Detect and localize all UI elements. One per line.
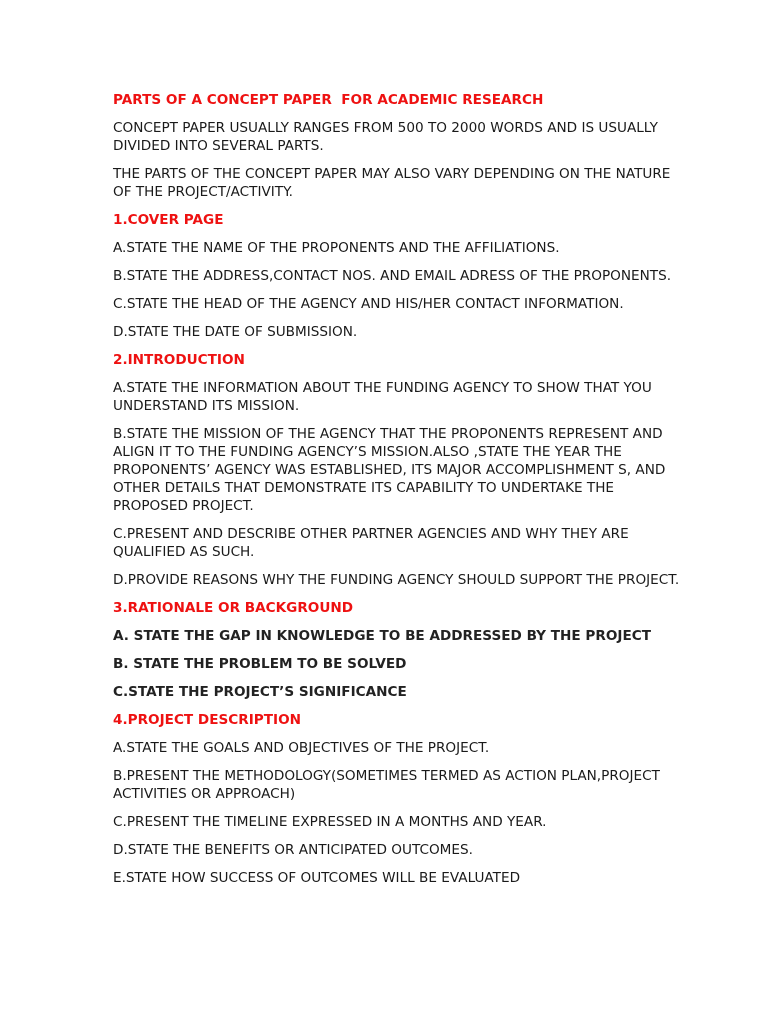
list-item: D.PROVIDE REASONS WHY THE FUNDING AGENCY SHOULD SUPPORT THE PROJECT. bbox=[113, 572, 680, 588]
list-item: A. STATE THE GAP IN KNOWLEDGE TO BE ADDRESSED BY THE PROJECT bbox=[113, 628, 652, 644]
list-item: D.STATE THE BENEFITS OR ANTICIPATED OUTCOMES. bbox=[113, 842, 473, 858]
list-item: A.STATE THE INFORMATION ABOUT THE FUNDING AGENCY TO SHOW THAT YOU UNDERSTAND ITS MISSION. bbox=[113, 380, 657, 414]
list-item: B.STATE THE MISSION OF THE AGENCY THAT THE PROPONENTS REPRESENT AND ALIGN IT TO THE FUNDING AGENCY’S MISSION.ALSO ,STATE THE YEAR THE PROPONENTS’ AGENCY WAS ESTABLISHED, ITS MAJOR ACCOMPLISHMENT S, AND OTHER DETAILS THAT DEMONSTRATE ITS CAPABILITY TO UNDERTAKE THE PROPOSED PROJECT. bbox=[113, 426, 670, 514]
list-item: B.STATE THE ADDRESS,CONTACT NOS. AND EMAIL ADRESS OF THE PROPONENTS. bbox=[113, 268, 672, 284]
list-item: E.STATE HOW SUCCESS OF OUTCOMES WILL BE EVALUATED bbox=[113, 870, 521, 886]
list-item: C.PRESENT AND DESCRIBE OTHER PARTNER AGENCIES AND WHY THEY ARE QUALIFIED AS SUCH. bbox=[113, 526, 634, 560]
list-item: B. STATE THE PROBLEM TO BE SOLVED bbox=[113, 656, 407, 672]
list-item: C.STATE THE PROJECT’S SIGNIFICANCE bbox=[113, 684, 407, 700]
list-item: C.PRESENT THE TIMELINE EXPRESSED IN A MONTHS AND YEAR. bbox=[113, 814, 547, 830]
section-heading-introduction: 2.INTRODUCTION bbox=[113, 352, 245, 368]
intro-paragraph: THE PARTS OF THE CONCEPT PAPER MAY ALSO VARY DEPENDING ON THE NATURE OF THE PROJECT/ACTIVITY. bbox=[113, 166, 675, 200]
document-title: PARTS OF A CONCEPT PAPER FOR ACADEMIC RESEARCH bbox=[113, 92, 544, 108]
list-item: A.STATE THE NAME OF THE PROPONENTS AND THE AFFILIATIONS. bbox=[113, 240, 560, 256]
document-page bbox=[113, 91, 683, 897]
list-item: D.STATE THE DATE OF SUBMISSION. bbox=[113, 324, 358, 340]
section-heading-rationale: 3.RATIONALE OR BACKGROUND bbox=[113, 600, 354, 616]
section-heading-project-description: 4.PROJECT DESCRIPTION bbox=[113, 712, 302, 728]
list-item: A.STATE THE GOALS AND OBJECTIVES OF THE PROJECT. bbox=[113, 740, 490, 756]
list-item: B.PRESENT THE METHODOLOGY(SOMETIMES TERMED AS ACTION PLAN,PROJECT ACTIVITIES OR APPROACH) bbox=[113, 768, 665, 802]
section-heading-cover-page: 1.COVER PAGE bbox=[113, 212, 224, 228]
intro-paragraph: CONCEPT PAPER USUALLY RANGES FROM 500 TO 2000 WORDS AND IS USUALLY DIVIDED INTO SEVERAL PARTS. bbox=[113, 120, 663, 154]
list-item: C.STATE THE HEAD OF THE AGENCY AND HIS/HER CONTACT INFORMATION. bbox=[113, 296, 624, 312]
